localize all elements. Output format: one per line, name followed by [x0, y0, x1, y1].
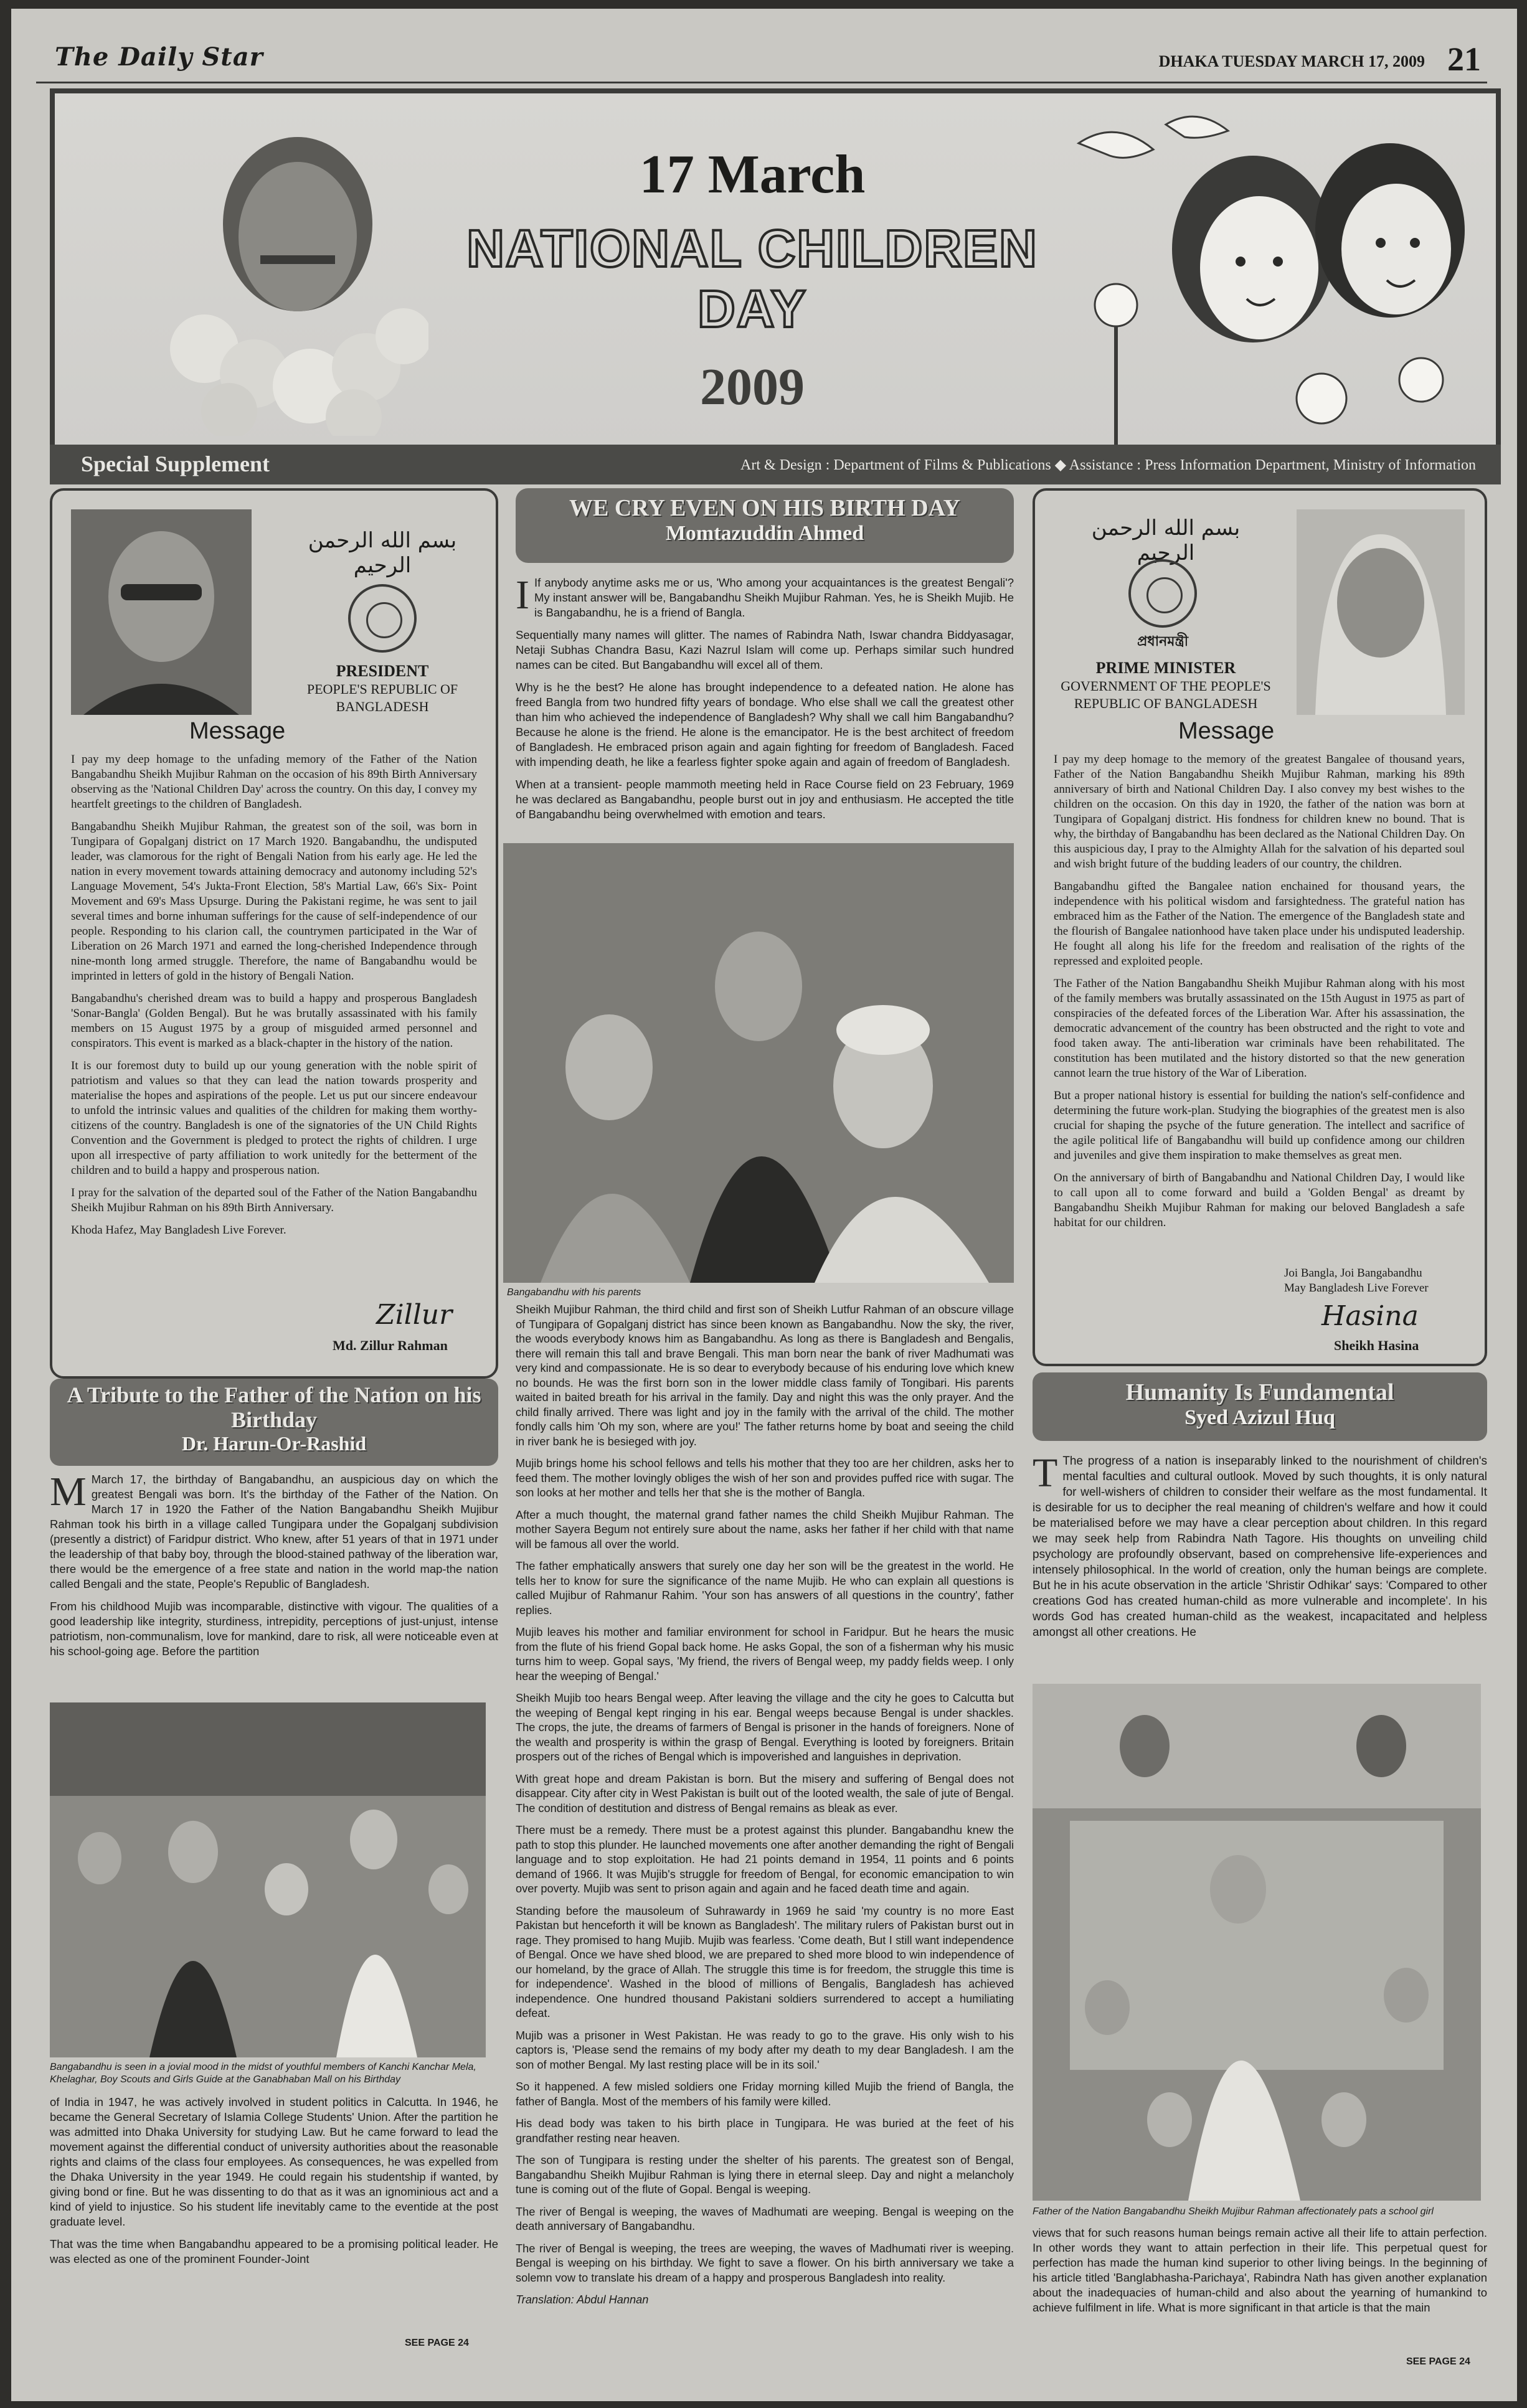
paragraph: Sheikh Mujibur Rahman, the third child and first son of Sheikh Lutfur Rahman of an obscure village of Tungipara of Gopalganj district has since been known as Bangabandhu. Now the sky, the river, the woods everybody knows him as Bangabandhu. As long as there is Bangladesh and Bengalis, there will remain this tall and brave Bengali. This man born near the bank of river Madhumati was very kind and compassionate. He is so dear to everybody because of his enduring love which knew no bounds. He was the first born son in the lower middle class family of Tongibari. His parents waited in baited breath for his arrival in the family. Day and night this was the only prayer. And the child finally arrived. There was light and joy in the family with the arrival of the child. The mother fondly calls him 'Oh my son, where are you!' The father returns home by boat and seeing the child in river bank he is besieged with joy.	[516, 1303, 1014, 1448]
pm-bismillah: بسم الله الرحمن الرحيم	[1091, 516, 1241, 565]
tribute-article-continuation	[50, 2095, 498, 2274]
paragraph: It is our foremost duty to build up our young generation with the noble spirit of patriotism and values so that they can lead the nation towards prosperity and materialise the hopes and aspirations of the people. Let us put our sincere endeavour to unfold the intrinsic values and qualities of the children for making them worthy-citizens of the country. Bangladesh is one of the signatories of the UN Child Rights Convention and the Government is pledged to protect the rights of children. I urge upon all irrespective of party affiliation to work unitedly for the betterment of the children and to build a happy and prosperous nation.	[71, 1059, 477, 1177]
dropcap: M	[50, 1469, 87, 1514]
pm-emblem-text: প্রধানমন্ত্রী	[1137, 633, 1189, 649]
president-message-body	[71, 752, 477, 1245]
pm-office	[1054, 659, 1278, 712]
page-number: 21	[1447, 40, 1481, 78]
paragraph: On the anniversary of birth of Bangabandhu and National Children Day, I would like to call upon all to come forward and build a 'Golden Bengal' as dreamt by Bangabandhu Sheikh Mujibur Rahman for making our beloved Bangladesh a safe habitat for our children.	[1054, 1171, 1465, 1229]
humanity-article-header	[1033, 1372, 1487, 1441]
humanity-article-title: Humanity Is Fundamental	[1125, 1379, 1394, 1405]
paragraph-text: The progress of a nation is inseparably linked to the nourishment of children's mental faculties and cultural outlook. Moved by such thoughts, it is only natural for well-wishers of children to consider their welfare as the most fundamental. It is desirable for us to decipher the real meaning of children's welfare and how it could be materialised before we may have a clear perception about children. In this regard we may seek help from Rabindra Nath Tagore. His thoughts on unveiling child psychology are profoundly observant, based on comprehensive life-experiences and intensely philosophical. In the world of creation, only the human beings are complete. But he in his acute observation in the article 'Shristir Odhikar' says: 'Compared to other creations God has created human-child as more vulnerable and incomplete'. In his words God has created human-child as the weakest, incapacitated and helpless amongst all other creations. He	[1033, 1455, 1487, 1639]
dropcap: I	[516, 572, 529, 618]
paragraph-text: March 17, the birthday of Bangabandhu, an auspicious day on which the greatest Bengali was born. It's the birthday of the Father of the Nation. On March 17 in 1920 the Father of the Nation Bangabandhu Sheikh Mujibur Rahman took his birth in a village called Tungipara under the Gopalganj subdivision (presently a district) of Faridpur district. Who knew, after 51 years of that in 1971 under the leadership of that baby boy, through the blood-stained pathway of the liberation war, there would be the emergence of a free state and nation in the world map-the nation called Bengali and the state, People's Republic of Bangladesh.	[50, 1473, 498, 1590]
paragraph: I pay my deep homage to the memory of the greatest Bangalee of thousand years, Father of the Nation Bangabandhu Sheikh Mujibur Rahman, marking his 89th anniversary of birth and National Children Day. I also convey my best wishes to the children on the occasion. On this day in 1920, the father of the nation was born at Tungipara of Gopalganj district. His fondness for children knew no bound. That is why, the birthday of Bangabandhu has been declared as the National Children Day. On this auspicious day, I pray to the Almighty Allah for the salvation of his departed soul and wish bright future of the budding leaders of our country, the children.	[1054, 753, 1465, 871]
paragraph: But a proper national history is essential for building the nation's self-confidence and determining the future work-plan. Studying the biographies of the greatest men is also crucial for shaping the psyche of the future generation. The intellect and sacrifice of the agile political life of Bangabandhu will build up confidence among our children and juveniles and give them inspiration to make themselves as great men.	[1054, 1089, 1465, 1162]
banner-headline: NATIONAL CHILDREN DAY	[466, 219, 1038, 338]
paper-name: The Daily Star	[55, 42, 263, 72]
newspaper-page	[11, 9, 1517, 2401]
tribute-article-title: A Tribute to the Father of the Nation on his Birthday	[67, 1382, 481, 1432]
center-article-title: WE CRY EVEN ON HIS BIRTH DAY	[569, 495, 960, 521]
paragraph: Bangabandhu gifted the Bangalee nation enchained for thousand years, the independence with his political wisdom and farsightedness. The grateful nation has embraced him as the Father of the Nation. The emergence of the Bangladesh state and the flourish of Bangalee nationhood have taken place under his undisputed leadership. He fought all along his life for the freedom and realisation of the rights of the repressed and exploited people.	[1054, 880, 1465, 968]
translation-credit: Translation: Abdul Hannan	[516, 2293, 649, 2306]
paragraph: The father emphatically answers that surely one day her son will be the greatest in the world. He tells her to know for sure the significance of the name Mujib. He who can explain all questions is called Mujibur of Rahmanur Rahim. 'Your son has answers of all questions in the country', father replies.	[516, 1560, 1014, 1617]
tribute-article-body	[50, 1469, 498, 1666]
paragraph: Bangabandhu Sheikh Mujibur Rahman, the greatest son of the soil, was born in Tungipara of Gopalganj district on 17 March 1920. Bangabandhu, the undisputed leader, was clamorous for the right of Bengali Nation from his early age. He led the nation in every movement towards attaining democracy and autonomy including 52's Language Movement, 54's Jukta-Front Election, 58's Martial Law, 66's Six- Point Movement and 69's Mass Upsurge. During the Pakistani regime, he was sent to jail several times and borne inhuman sufferings for the cause of self-independence of our people. Responding to his clarion call, the countrymen participated in the War of Liberation on 26 March 1971 and earned the long-cherished Independence through nine-month long armed struggle. Therefore, the name of Bangabandhu would be imprinted in letters of gold in the history of Bengali Nation.	[71, 820, 477, 983]
paragraph: views that for such reasons human beings remain active all their life to attain perfection. In other words they want to attain perfection in their life. This perpetual quest for perfection has made the human kind superior to other living beings. In the beginning of his article titled 'Banglabhasha-Parichaya', Rabindra Nath has given another explanation about the inadequacies of human-child and also about the yearning of humankind to achieve fulfilment in life. What is more significant in that article is that the main	[1033, 2226, 1487, 2314]
paragraph: I pray for the salvation of the departed soul of the Father of the Nation Bangabandhu Sheikh Mujibur Rahman on his 89th Birth Anniversary.	[71, 1186, 477, 1214]
tribute-article-photo	[50, 1702, 486, 2057]
paragraph	[50, 1469, 498, 1592]
pm-org: GOVERNMENT OF THE PEOPLE'S REPUBLIC OF BANGLADESH	[1061, 678, 1271, 711]
paragraph: Standing before the mausoleum of Suhrawardy in 1969 he said 'my country is no more East Pakistan but henceforth it will be known as Bangladesh'. The military rulers of Pakistan burst out in rage. They promised to hang Mujib. Mujib was fearless. 'Come death, But I still want independence of Bengal. Once we have shed blood, we are prepared to shed more blood to win independence of our homeland, by the grace of Allah. The struggle this time is for freedom, the struggle this time is for independence'. Washed in the blood of millions of Bengalis, Bangladesh has achieved independence. One hundred thousand Pakistani soldiers surrendered to accept a humiliating defeat.	[516, 1904, 1014, 2019]
paragraph: There must be a remedy. There must be a protest against this plunder. Bangabandhu knew the path to stop this plunder. He launched movements one after another demanding the right of Bengali language and to stop exploitation. He had 21 points demand in 1954, 11 points and 6 points demand of 1966. It was Mujib's struggle for freedom of Bengal, for economic emancipation to win over poverty. Mujib was sent to prison again and again and he faced death time and again.	[516, 1824, 1014, 1895]
president-photo	[71, 509, 252, 715]
paragraph: The river of Bengal is weeping, the trees are weeping, the waves of Madhumati river is weeping. Bengal is weeping on his birthday. We fight to save a flower. On his birth anniversary we take a solemn vow to translate his dream of a happy and prosperous Bangladesh into reality.	[516, 2242, 1014, 2284]
supplement-label: Special Supplement	[81, 451, 270, 476]
paragraph	[516, 572, 1014, 620]
tribute-see-page[interactable]: SEE PAGE 24	[405, 2338, 469, 2348]
paragraph: Mujib leaves his mother and familiar environment for school in Faridpur. But he hears the music from the flute of his friend Gopal back home. He asks Gopal, the son of a fisherman why his music turns him to weep. Gopal says, 'My friend, the rivers of Bengal weep, my paddy fields weep. I only hear the weeping of Bengal.'	[516, 1626, 1014, 1683]
paragraph: Bangabandhu's cherished dream was to build a happy and prosperous Bangladesh 'Sonar-Bangla' (Golden Bengal). But he was brutally assassinated with his family members on 15 August 1975 by a group of misguided armed personnel and conspirators. This event is marked as a black-chapter in the history of the nation.	[71, 992, 477, 1050]
paragraph: Why is he the best? He alone has brought independence to a defeated nation. He alone has freed Bangla from two hundred fifty years of bondage. Who else shall we call the greatest other than him who achieved the independence of Bangladesh? Why shall we call him Bangabandhu? Because he alone is the friend. He alone is the emancipator. He is the best architect of freedom of Bangladesh. He embraced prison again and again fighting for freedom of Bangladesh. Faced with impending death, he like a fearless fighter spoke again and again of freedom of Bangladesh.	[516, 681, 1014, 768]
paragraph: So it happened. A few misled soldiers one Friday morning killed Mujib the friend of Bangla, the father of Bangla. Most of the members of his family were killed.	[516, 2080, 1014, 2108]
paragraph: The son of Tungipara is resting under the shelter of his parents. The greatest son of Bengal, Bangabandhu Sheikh Mujibur Rahman is lying there in eternal sleep. Day and night a melancholy tune is coming out of the flute of Gopal. Bengal is weeping.	[516, 2154, 1014, 2196]
paragraph	[1033, 1450, 1487, 1640]
pm-message-box	[1033, 488, 1487, 1366]
tribute-article-author: Dr. Harun-Or-Rashid	[181, 1432, 367, 1455]
humanity-article-photo	[1033, 1684, 1481, 2201]
masthead	[36, 31, 1487, 83]
center-article-body	[516, 1303, 1014, 2315]
supplement-credits: Art & Design : Department of Films & Publications ◆ Assistance : Press Information Department, Ministry of Information	[740, 457, 1476, 473]
center-article-author: Momtazuddin Ahmed	[665, 522, 864, 545]
paragraph: With great hope and dream Pakistan is born. But the misery and suffering of Bengal does not disappear. City after city in West Pakistan is built out of the looted wealth, the sale of jute of Bengal. The condition of destitution and distress of Bengal remains as bleak as ever.	[516, 1772, 1014, 1815]
children-illustration	[1041, 106, 1477, 455]
pm-emblem	[1128, 559, 1197, 628]
paragraph: The Father of the Nation Bangabandhu Sheikh Mujibur Rahman along with his most of the family members was brutally assassinated on the 15th August in 1975 as part of conspiracies of the defeated forces of the Liberation War. After his assassination, the democratic advancement of the country has been obstructed and the right to vote and food taken away. The anti-liberation war criminals have been rehabilitated. The constitution has been mutilated and the history distorted so that the new generation cannot learn the true history of the War of Liberation.	[1054, 977, 1465, 1080]
pm-name: Sheikh Hasina	[1334, 1338, 1419, 1353]
president-role: PRESIDENT	[336, 662, 429, 680]
paragraph: of India in 1947, he was actively involved in student politics in Calcutta. In 1946, he became the General Secretary of Islamia College Students' Union. After the partition he was admitted into Dhaka University for studying Law. But he came forward to lead the movement against the differential conduct of university authorities about the reasonable rights and claims of the class four employees. As consequences, he was expelled from the Dhaka University in the year 1949. He could regain his studentship if wanted, by giving bond or fine. But he was dissenting to do that as it was an ignominious act and a kind of yield to injustice. So his student life inevitably came to the eventide at the post graduate level.	[50, 2095, 498, 2228]
humanity-article-photo-caption: Father of the Nation Bangabandhu Sheikh Mujibur Rahman affectionately pats a school girl	[1033, 2206, 1434, 2217]
paragraph: I pay my deep homage to the unfading memory of the Father of the Nation Bangabandhu Sheikh Mujibur Rahman on the occasion of his 89th Birth Anniversary observing as the 'National Children Day' across the country. On this day, I convey my heartfelt greetings to the children of Bangladesh.	[71, 753, 477, 811]
paragraph: His dead body was taken to his birth place in Tungipara. He was buried at the feet of his grandfather resting near heaven.	[516, 2117, 1014, 2145]
pm-closing: Joi Bangla, Joi Bangabandhu May Bangladesh Live Forever	[1284, 1267, 1429, 1295]
pm-message-heading: Message	[1178, 718, 1275, 744]
paragraph: Sheikh Mujib too hears Bengal weep. After leaving the village and the city he goes to Calcutta but the weeping of Bengal kept ringing in his ear. Bengal weeps because Bengal is under shackles. The crops, the jute, the dreams of farmers of Bengal is prisoner in the hands of foreigners. None of the wealth and prosperity is within the grasp of Bengal. Everything is looted by foreigners. Britain prospers out of the riches of Bengal which is impoverished and languishes in deprivation.	[516, 1692, 1014, 1763]
humanity-article-body	[1033, 1450, 1487, 1648]
tribute-article-header	[50, 1379, 498, 1466]
president-message-box	[50, 488, 498, 1379]
bangabandhu-portrait	[167, 112, 428, 436]
president-org: PEOPLE'S REPUBLIC OF BANGLADESH	[306, 681, 458, 714]
president-signature: Zillur	[376, 1299, 453, 1331]
president-office	[289, 662, 476, 715]
banner-title	[441, 143, 1064, 417]
paragraph: Sequentially many names will glitter. The names of Rabindra Nath, Iswar chandra Biddyasagar, Netaji Subhas Chandra Basu, Kazi Nazrul Islam will come up. Perhaps similar such hundred names can be cited. But Bangabandhu will excel all of them.	[516, 628, 1014, 671]
paragraph: When at a transient- people mammoth meeting held in Race Course field on 23 February, 1969 he was declared as Bangabandhu, people burst out in joy and enthusiasm. He accepted the title of Bangabandhu being overwhelmed with emotion and tears.	[516, 778, 1014, 821]
center-article-photo	[503, 843, 1014, 1283]
humanity-see-page[interactable]: SEE PAGE 24	[1406, 2356, 1470, 2367]
paragraph: Mujib was a prisoner in West Pakistan. He was ready to go to the grave. His only wish to his captors is, 'Please send the remains of my body after my death to my dear Bangladesh. I am the son of mother Bengal. My last resting place will be in its soil.'	[516, 2029, 1014, 2071]
pm-photo	[1297, 509, 1465, 715]
president-emblem	[348, 584, 417, 653]
dateline: DHAKA TUESDAY MARCH 17, 2009	[1158, 52, 1425, 70]
center-article-header	[516, 488, 1014, 563]
paragraph: From his childhood Mujib was incomparable, distinctive with vigour. The qualities of a good leadership like integrity, sturdiness, intrepidity, perceptions of just-unjust, intense patriotism, non-communalism, love for mankind, dare to risk, all were noticeable even at his school-going age. Before the partition	[50, 1600, 498, 1658]
president-bismillah: بسم الله الرحمن الرحيم	[308, 528, 457, 578]
dropcap: T	[1033, 1450, 1058, 1496]
paragraph: The river of Bengal is weeping, the waves of Madhumati are weeping. Bengal is weeping on the death anniversary of Bangabandhu.	[516, 2205, 1014, 2232]
paragraph: Khoda Hafez, May Bangladesh Live Forever.	[71, 1224, 286, 1237]
paragraph: That was the time when Bangabandhu appeared to be a promising political leader. He was elected as one of the prominent Founder-Joint	[50, 2237, 498, 2265]
humanity-article-continuation	[1033, 2226, 1487, 2323]
supplement-strip	[50, 445, 1501, 484]
paragraph: After a much thought, the maternal grand father names the child Sheikh Mujibur Rahman. The mother Sayera Begum not entirely sure about the name, asks her father if her child with that name will be famous all over the world.	[516, 1508, 1014, 1551]
banner-year: 2009	[700, 358, 805, 416]
humanity-article-author: Syed Azizul Huq	[1184, 1406, 1335, 1429]
paragraph: Mujib brings home his school fellows and tells his mother that they too are her children, asks her to feed them. The mother lovingly obliges the wish of her son and provides puffed rice with sugar. The son looks at her mother and tells her that she is the mother of Bangla.	[516, 1457, 1014, 1499]
tribute-article-photo-caption: Bangabandhu is seen in a jovial mood in the midst of youthful members of Kanchi Kanchar Mela, Khelaghar, Boy Scouts and Girls Guide at the Ganabhaban Mall on his Birthday	[50, 2062, 476, 2085]
pm-role: PRIME MINISTER	[1095, 659, 1236, 677]
banner-date: 17 March	[639, 144, 866, 205]
president-name: Md. Zillur Rahman	[333, 1338, 448, 1353]
pm-message-body	[1054, 752, 1465, 1238]
banner	[50, 88, 1501, 455]
center-article-intro	[516, 572, 1014, 829]
president-message-heading: Message	[189, 718, 286, 744]
paragraph-text: If anybody anytime asks me or us, 'Who among your acquaintances is the greatest Bengali'? My instant answer will be, Bangabandhu Sheikh Mujibur Rahman. Yes, he is Sheikh Mujib. He is Bangabandhu, he is a friend of Bangla.	[534, 576, 1014, 619]
center-article-photo-caption: Bangabandhu with his parents	[507, 1287, 641, 1298]
pm-signature: Hasina	[1321, 1300, 1419, 1332]
